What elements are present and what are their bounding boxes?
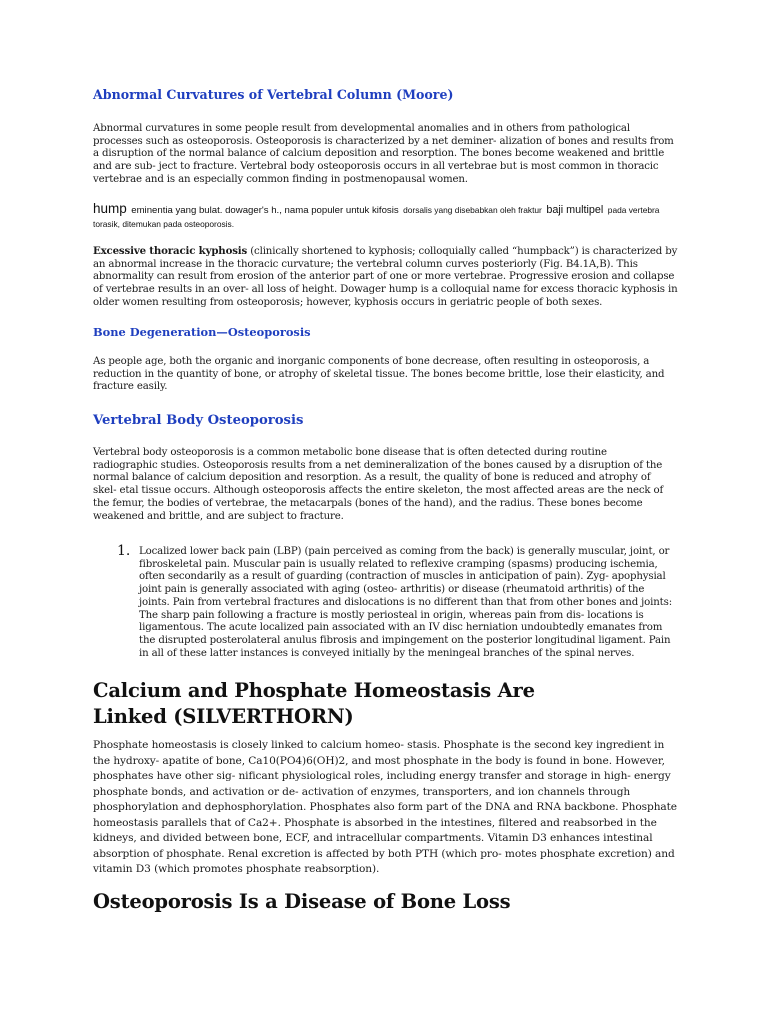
heading-abnormal-curvatures: Abnormal Curvatures of Vertebral Column (Moore) [93, 87, 454, 102]
hump-word: hump [93, 201, 127, 216]
hump-note-part2: dorsalis yang disebabkan oleh fraktur [403, 205, 542, 215]
hump-note-part3: baji multipel [546, 204, 604, 216]
list-item-number: 1. [117, 543, 131, 559]
heading-calcium-phosphate: Calcium and Phosphate Homeostasis Are Linked (SILVERTHORN) [93, 679, 535, 728]
paragraph-phosphate-homeostasis: Phosphate homeostasis is closely linked to calcium homeo- stasis. Phosphate is the second key ingredient in the hydroxy- apatite of bone, Ca10(PO4)6(OH)2, and most phosphate in the body is found in bone. However, phosphates have other sig- nificant physiological roles, including energy transfer and storage in high- energy phosphate bonds, and activation or de- activation of enzymes, transporters, and ion channels through phosphorylation and dephosphorylation. Phosphates also form part of the DNA and RNA backbone. Phosphate homeostasis parallels that of Ca2+. Phosphate is absorbed in the intestines, filtered and reabsorbed in the kidneys, and divided between bone, ECF, and intracellular compartments. Vitamin D3 enhances intestinal absorption of phosphate. Renal excretion is affected by both PTH (which pro- motes phosphate excretion) and vitamin D3 (which promotes phosphate reabsorption). [93, 739, 677, 875]
heading-bone-degeneration: Bone Degeneration—Osteoporosis [93, 325, 311, 339]
kyphosis-term: Excessive thoracic kyphosis [93, 245, 248, 257]
hump-note-part4: pada vertebra torasik, ditemukan pada osteoporosis. [93, 205, 660, 229]
paragraph-vertebral-body: Vertebral body osteoporosis is a common metabolic bone disease that is often detected during routine radiographic studies. Osteoporosis results from a net demineralization of the bones caused by a disruption of the normal balance of calcium deposition and resorption. As a result, the quality of bone is reduced and atrophy of skel- etal tissue occurs. Although osteoporosis affects the entire skeleton, the most affected areas are the neck of the femur, the bodies of vertebrae, the metacarpals (bones of the hand), and the radius. These bones become weakened and brittle, and are subject to fracture. [93, 447, 664, 522]
paragraph-bone-degeneration: As people age, both the organic and inorganic components of bone decrease, often resulting in osteoporosis, a reduction in the quantity of bone, or atrophy of skeletal tissue. The bones become brittle, lose their elasticity, and fracture easily. [93, 356, 665, 393]
paragraph-abnormal-curvatures: Abnormal curvatures in some people result from developmental anomalies and in others from pathological processes such as osteoporosis. Osteoporosis is characterized by a net deminer- alization of bones and results from a disruption of the normal balance of calcium deposition and resorption. The bones become weakened and brittle and are sub- ject to fracture. Vertebral body osteoporosis occurs in all vertebrae but is most common in thoracic vertebrae and is an especially common finding in postmenopausal women. [93, 123, 674, 185]
list-item-lower-back-pain: Localized lower back pain (LBP) (pain perceived as coming from the back) is generally muscular, joint, or fibroskeletal pain. Muscular pain is usually related to reflexive cramping (spasms) producing ischemia, often secondarily as a result of guarding (contraction of muscles in anticipation of pain). Zyg- apophysial joint pain is generally associated with aging (osteo- arthritis) or disease (rheumatoid arthritis) of the joints. Pain from vertebral fractures and dislocations is no different than that from other bones and joints: The sharp pain following a fracture is mostly periosteal in origin, whereas pain from dis- locations is ligamentous. The acute localized pain associated with an IV disc herniation undoubtedly emanates from the disrupted posterolateral anulus fibrosis and impingement on the posterior longitudinal ligament. Pain in all of these latter instances is conveyed initially by the meningeal branches of the spinal nerves. [139, 546, 672, 659]
heading-vertebral-body-osteoporosis: Vertebral Body Osteoporosis [93, 413, 304, 428]
heading-osteoporosis-bone-loss: Osteoporosis Is a Disease of Bone Loss [93, 890, 511, 913]
kyphosis-body: (clinically shortened to kyphosis; colloquially called “humpback”) is characterized by an abnormal increase in the thoracic curvature; the vertebral column curves posteriorly (Fig. B4.1A,B). This abnormality can result from erosion of the anterior part of one or more vertebrae. Progressive erosion and collapse of vertebrae results in an over- all loss of height. Dowager hump is a colloquial name for excess thoracic kyphosis in older women resulting from osteoporosis; however, kyphosis occurs in geriatric people of both sexes. [93, 246, 678, 308]
hump-note [93, 203, 678, 230]
hump-note-part1: eminentia yang bulat. dowager's h., nama populer untuk kifosis [131, 205, 399, 216]
paragraph-kyphosis [93, 245, 678, 310]
